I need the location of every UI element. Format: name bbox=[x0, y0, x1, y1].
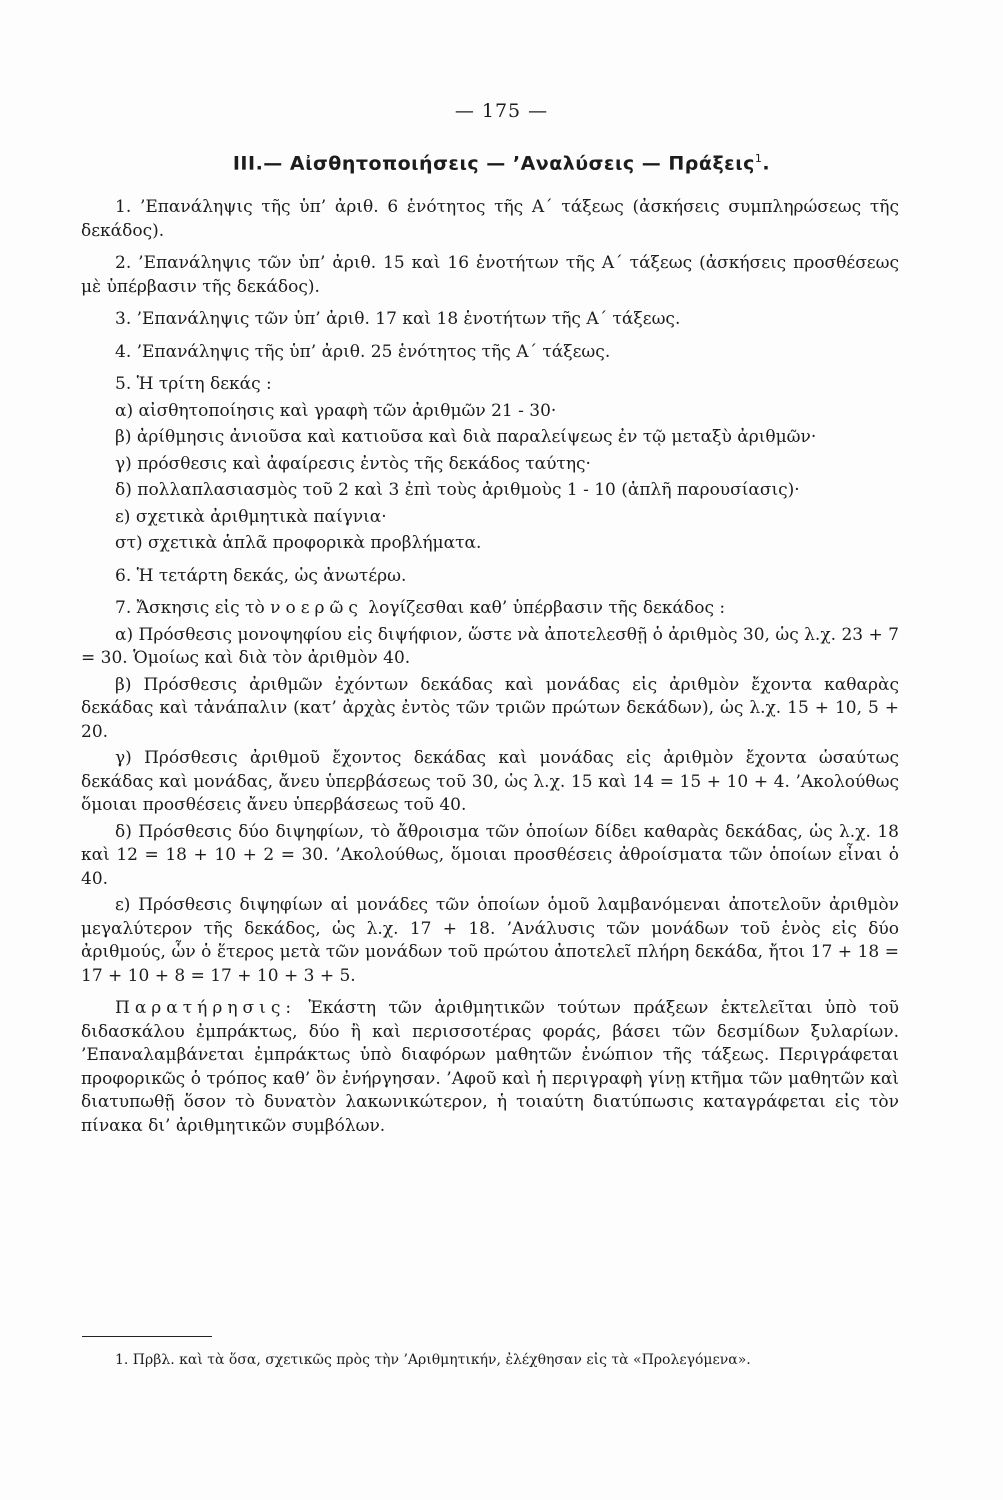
title-footnote-marker: 1 bbox=[754, 152, 763, 165]
list-item-5st: στ) σχετικὰ ἁπλᾶ προφορικὰ προβλήματα. bbox=[115, 533, 482, 553]
observation-text: Ἑκάστη τῶν ἀριθμητικῶν τούτων πράξεων ἐκτελεῖται ὑπὸ τοῦ διδασκάλου ἐμπράκτως, δύο ἢ καὶ περισσοτέρας φοράς, βάσει τῶν δεσμίδων ξυλαρίων. ’Επαναλαμβάνεται ἐμπράκτως ὑπὸ διαφόρων μαθητῶν ἐνώπιον τῆς τάξεως. Περιγράφεται προφορικῶς ὁ τρόπος καθ’ ὃν ἐνήργησαν. ’Αφοῦ καὶ ἡ περιγραφὴ γίνῃ κτῆμα τῶν μαθητῶν καὶ διατυπωθῇ ὅσον τὸ δυνατὸν λακωνικώτερον, ἡ τοιαύτη διατύπωσις καταγράφεται εἰς τὸν πίνακα δι’ ἀριθμητικῶν συμβόλων. bbox=[81, 998, 900, 1136]
item-7-tail: λογίζεσθαι καθ’ ὑπέρβασιν τῆς δεκάδος : bbox=[368, 598, 726, 618]
footnote-divider bbox=[82, 1336, 212, 1337]
list-item-7b: β) Πρόσθεσις ἀριθμῶν ἐχόντων δεκάδας καὶ μονάδας εἰς ἀριθμὸν ἔχοντα καθαρὰς δεκάδας καὶ τἀνάπαλιν (κατ’ ἀρχὰς ἐντὸς τῶν τριῶν πρώτων δεκάδων), ὡς λ.χ. 15 + 10, 5 + 20. bbox=[81, 674, 899, 742]
section-title-text: ΙΙΙ.— Αἰσθητοποιήσεις — ’Αναλύσεις — Πράξεις bbox=[232, 152, 755, 175]
paragraph-item-7 bbox=[81, 597, 899, 621]
observation-paragraph bbox=[81, 997, 899, 1138]
list-item-7c: γ) Πρόσθεσις ἀριθμοῦ ἔχοντος δεκάδας καὶ μονάδας εἰς ἀριθμὸν ἔχοντα ὡσαύτως δεκάδας καὶ μονάδας, ἄνευ ὑπερβάσεως τοῦ 30, ὡς λ.χ. 15 καὶ 14 = 15 + 10 + 4. ’Ακολούθως ὅμοιαι προσθέσεις ἄνευ ὑπερβάσεως τοῦ 40. bbox=[81, 748, 899, 815]
paragraph-item-1: 1. ’Επανάληψις τῆς ὑπ’ ἀριθ. 6 ἑνότητος τῆς Α΄ τάξεως (ἀσκήσεις συμπληρώσεως τῆς δεκάδος). bbox=[81, 197, 899, 241]
list-item-7d: δ) Πρόσθεσις δύο διψηφίων, τὸ ἄθροισμα τῶν ὁποίων δίδει καθαρὰς δεκάδας, ὡς λ.χ. 18 καὶ 12 = 18 + 10 + 2 = 30. ’Ακολούθως, ὅμοιαι προσθέσεις ἀθροίσματα τῶν ὁποίων εἶναι ὁ 40. bbox=[81, 821, 899, 889]
paragraph-item-4: 4. ’Επανάληψις τῆς ὑπ’ ἀριθ. 25 ἑνότητος τῆς Α΄ τάξεως. bbox=[115, 341, 611, 362]
observation-label: Παρατήρησις: bbox=[115, 998, 297, 1018]
paragraph-item-6: 6. Ἡ τετάρτη δεκάς, ὡς ἀνωτέρω. bbox=[115, 565, 407, 586]
footnote: 1. Πρβλ. καὶ τὰ ὅσα, σχετικῶς πρὸς τὴν ’Αριθμητικήν, ἐλέχθησαν εἰς τὰ «Προλεγόμενα». bbox=[115, 1352, 751, 1368]
list-item-7e: ε) Πρόσθεσις διψηφίων αἱ μονάδες τῶν ὁποίων ὁμοῦ λαμβανόμεναι ἀποτελοῦν ἀριθμὸν μεγαλύτερον τῆς δεκάδος, ὡς λ.χ. 17 + 18. ’Ανάλυσις τῶν μονάδων τοῦ ἑνὸς εἰς δύο ἀριθμούς, ὧν ὁ ἕτερος μετὰ τῶν μονάδων τοῦ πρώτου ἀποτελεῖ πλήρη δεκάδα, ἤτοι 17 + 18 = 17 + 10 + 8 = 17 + 10 + 3 + 5. bbox=[81, 895, 899, 986]
page-number: — 175 — bbox=[454, 100, 549, 122]
list-item-5a: α) αἰσθητοποίησις καὶ γραφὴ τῶν ἀριθμῶν 21 - 30· bbox=[115, 400, 557, 421]
paragraph-item-3: 3. ’Επανάληψις τῶν ὑπ’ ἀριθ. 17 καὶ 18 ἑνοτήτων τῆς Α΄ τάξεως. bbox=[115, 309, 681, 329]
item-7-lead: 7. Ἄσκησις εἰς τὸ bbox=[115, 598, 265, 618]
list-item-5e: ε) σχετικὰ ἀριθμητικὰ παίγνια· bbox=[115, 506, 387, 527]
list-item-7a: α) Πρόσθεσις μονοψηφίου εἰς διψήφιον, ὥστε νὰ ἀποτελεσθῇ ὁ ἀριθμὸς 30, ὡς λ.χ. 23 + 7 = 30. Ὁμοίως καὶ διὰ τὸν ἀριθμὸν 40. bbox=[81, 624, 899, 668]
section-title-period: . bbox=[762, 152, 771, 175]
list-item-5b: β) ἀρίθμησις ἀνιοῦσα καὶ κατιοῦσα καὶ διὰ παραλείψεως ἐν τῷ μεταξὺ ἀριθμῶν· bbox=[115, 427, 817, 447]
paragraph-item-2: 2. ’Επανάληψις τῶν ὑπ’ ἀριθ. 15 καὶ 16 ἑνοτήτων τῆς Α΄ τάξεως (ἀσκήσεις προσθέσεως μὲ ὑπέρβασιν τῆς δεκάδος). bbox=[81, 253, 899, 297]
list-item-5c: γ) πρόσθεσις καὶ ἀφαίρεσις ἐντὸς τῆς δεκάδος ταύτης· bbox=[115, 453, 591, 474]
section-title bbox=[0, 152, 1003, 174]
emphasized-word: νοερῶς bbox=[270, 598, 363, 618]
paragraph-item-5: 5. Ἡ τρίτη δεκάς : bbox=[115, 374, 272, 394]
body-text bbox=[81, 196, 899, 1147]
list-item-5d: δ) πολλαπλασιασμὸς τοῦ 2 καὶ 3 ἐπὶ τοὺς ἀριθμοὺς 1 - 10 (ἁπλῆ παρουσίασις)· bbox=[115, 480, 800, 500]
